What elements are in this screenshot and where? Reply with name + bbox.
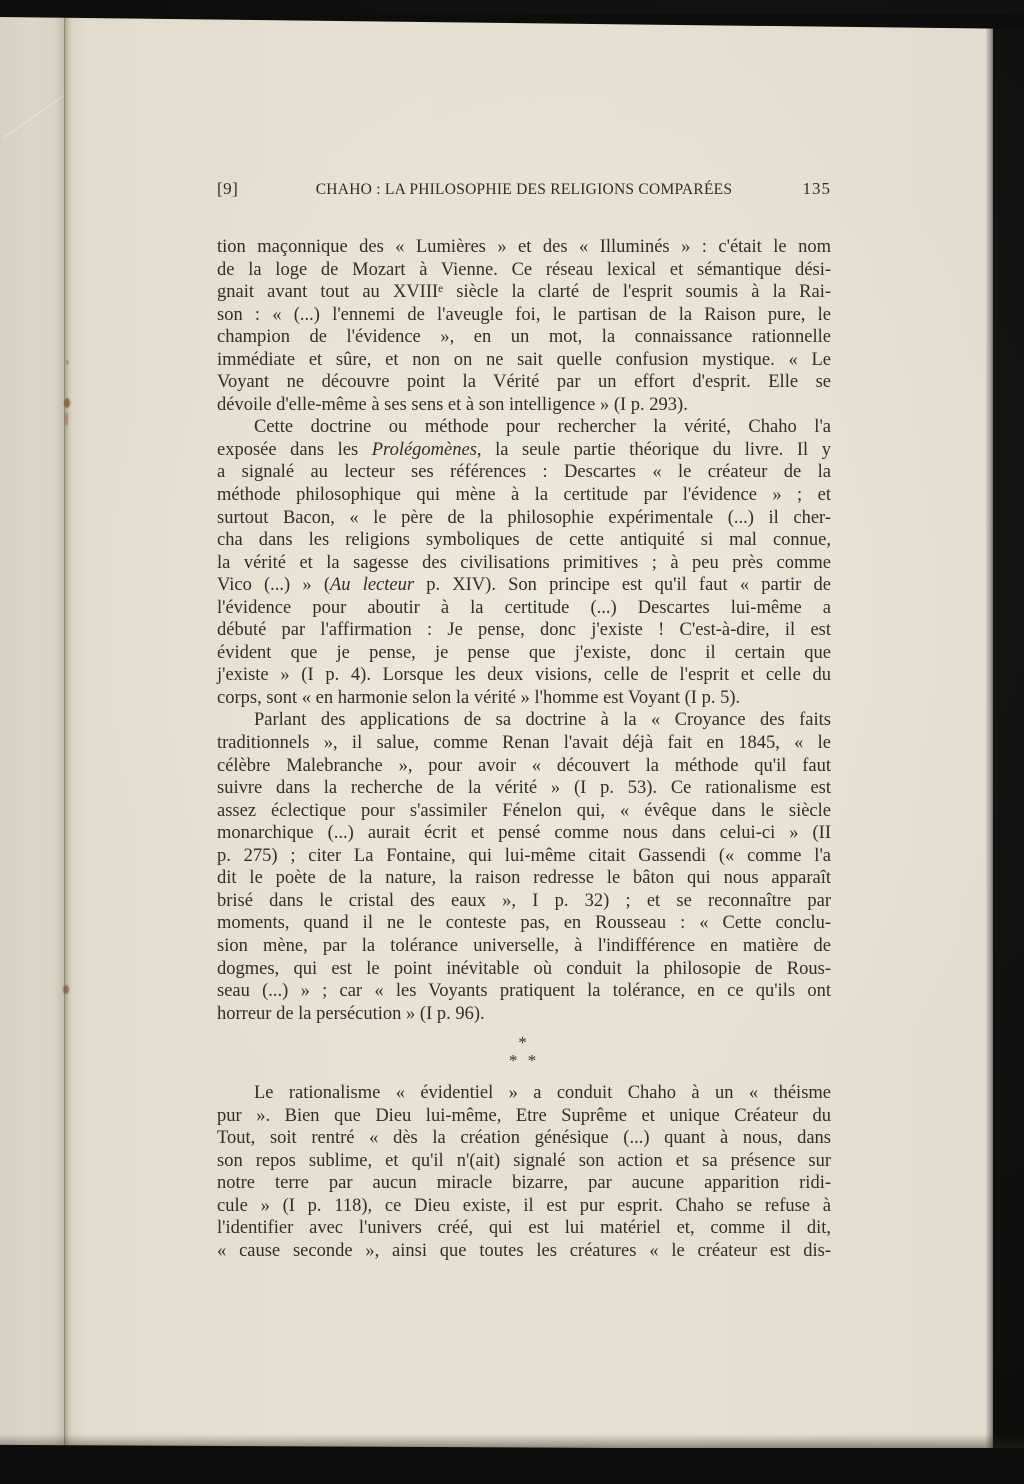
text-line: la vérité et la sagesse des civilisations primitives ; à peu près comme	[217, 552, 831, 573]
text-line: l'évidence pour aboutir à la certitude (...) Descartes lui-même a	[217, 597, 831, 618]
text-line: j'existe » (I p. 4). Lorsque les deux visions, celle de l'esprit et celle du	[217, 665, 831, 686]
text-line: brisé dans le cristal des eaux », I p. 32) ; et se reconnaître par	[217, 890, 831, 911]
text-line: l'identifier avec l'univers créé, qui est lui matériel et, comme il dit,	[217, 1218, 831, 1239]
text-line: a signalé au lecteur ses références : Descartes « le créateur de la	[217, 462, 831, 483]
text-line: cule » (I p. 118), ce Dieu existe, il est pur esprit. Chaho se refuse à	[217, 1195, 831, 1216]
text-line: notre terre par aucun miracle bizarre, par aucune apparition ridi-	[217, 1173, 831, 1194]
text-line: célèbre Malebranche », pour avoir « découvert la méthode qu'il faut	[217, 755, 831, 776]
text-line: monarchique (...) aurait écrit et pensé comme nous dans celui-ci » (II	[217, 823, 831, 844]
text-line: Vico (...) » (Au lecteur p. XIV). Son principe est qu'il faut « partir de	[217, 575, 831, 596]
text-line: dogmes, qui est le point inévitable où conduit la philosopie de Rous-	[217, 958, 831, 979]
book-gutter-page-edges	[0, 17, 70, 1446]
text-line: assez éclectique pour s'assimiler Fénelon qui, « évêque dans le siècle	[217, 800, 831, 821]
foxing-spot	[66, 360, 69, 365]
text-line: champion de l'évidence », en un mot, la connaissance rationnelle	[217, 327, 831, 348]
text-line: horreur de la persécution » (I p. 96).	[217, 1003, 485, 1024]
text-line: de la loge de Mozart à Vienne. Ce réseau lexical et sémantique dési-	[217, 259, 831, 280]
text-line: Voyant ne découvre point la Vérité par un effort d'esprit. Elle se	[217, 372, 831, 393]
text-line: sion mène, par la tolérance universelle, à l'indifférence en matière de	[217, 935, 831, 956]
text-line: son : « (...) l'ennemi de l'aveugle foi, le partisan de la Raison pure, le	[217, 304, 831, 325]
text-line: exposée dans les Prolégomènes, la seule partie théorique du livre. Il y	[217, 439, 831, 460]
text-line: corps, sont « en harmonie selon la vérité » l'homme est Voyant (I p. 5).	[217, 687, 741, 708]
section-marker: [9]	[217, 179, 239, 198]
page-number: 135	[802, 179, 831, 198]
text-line: tion maçonnique des « Lumières » et des « Illuminés » : c'était le nom	[217, 237, 831, 257]
text-line: seau (...) » ; car « les Voyants pratiquent la tolérance, en ce qu'ils ont	[217, 981, 831, 1002]
text-line: immédiate et sûre, et non on ne sait quelle confusion mystique. « Le	[217, 349, 831, 370]
text-line: méthode philosophique qui mène à la certitude par l'évidence » ; et	[217, 485, 831, 506]
foxing-spot	[63, 985, 69, 994]
foxing-spot	[64, 398, 70, 408]
running-head	[217, 179, 831, 203]
text-line: Tout, soit rentré « dès la création génésique (...) quant à nous, dans	[217, 1128, 831, 1149]
text-line: pur ». Bien que Dieu lui-même, Etre Suprême et unique Créateur du	[217, 1105, 831, 1126]
text-line: dévoile d'elle-même à ses sens et à son intelligence » (I p. 293).	[217, 394, 688, 415]
separator-asterisk-row: * *	[508, 1051, 540, 1071]
foxing-spot	[65, 412, 68, 426]
running-title: CHAHO : LA PHILOSOPHIE DES RELIGIONS COMPARÉES	[315, 181, 733, 198]
text-line: dit le poète de la nature, la raison redresse le bâton qui nous apparaît	[217, 868, 831, 889]
text-line: évident que je pense, je pense que j'existe, donc il certain que	[217, 642, 831, 663]
text-line: « cause seconde », ainsi que toutes les créatures « le créateur est dis-	[217, 1240, 831, 1261]
text-line: Le rationalisme « évidentiel » a conduit Chaho à un « théisme	[254, 1083, 831, 1104]
book-page	[64, 16, 986, 1448]
text-line: surtout Bacon, « le père de la philosophie expérimentale (...) il cher-	[217, 507, 831, 528]
text-line: suivre dans la recherche de la vérité » (I p. 53). Ce rationalisme est	[217, 778, 831, 799]
separator-asterisk-row: *	[518, 1033, 530, 1053]
text-line: Cette doctrine ou méthode pour rechercher la vérité, Chaho l'a	[254, 417, 831, 438]
text-line: traditionnels », il salue, comme Renan l'avait déjà fait en 1845, « le	[217, 733, 831, 754]
body-text	[217, 236, 831, 1263]
text-line: cha dans les religions symboliques de cette antiquité si mal connue,	[217, 530, 831, 551]
text-line: gnait avant tout au XVIIIe siècle la clarté de l'esprit soumis à la Rai-	[217, 282, 831, 303]
fore-edge-page-stack	[986, 20, 993, 1448]
text-line: son repos sublime, et qu'il n'(ait) signalé son action et sa présence sur	[217, 1150, 831, 1171]
text-line: Parlant des applications de sa doctrine à la « Croyance des faits	[254, 710, 831, 731]
section-separator	[217, 1025, 831, 1082]
text-line: moments, quand il ne le conteste pas, en Rousseau : « Cette conclu-	[217, 913, 831, 934]
text-line: p. 275) ; citer La Fontaine, qui lui-même citait Gassendi (« comme l'a	[217, 845, 831, 866]
text-line: débuté par l'affirmation : Je pense, donc j'existe ! C'est-à-dire, il est	[217, 620, 831, 641]
